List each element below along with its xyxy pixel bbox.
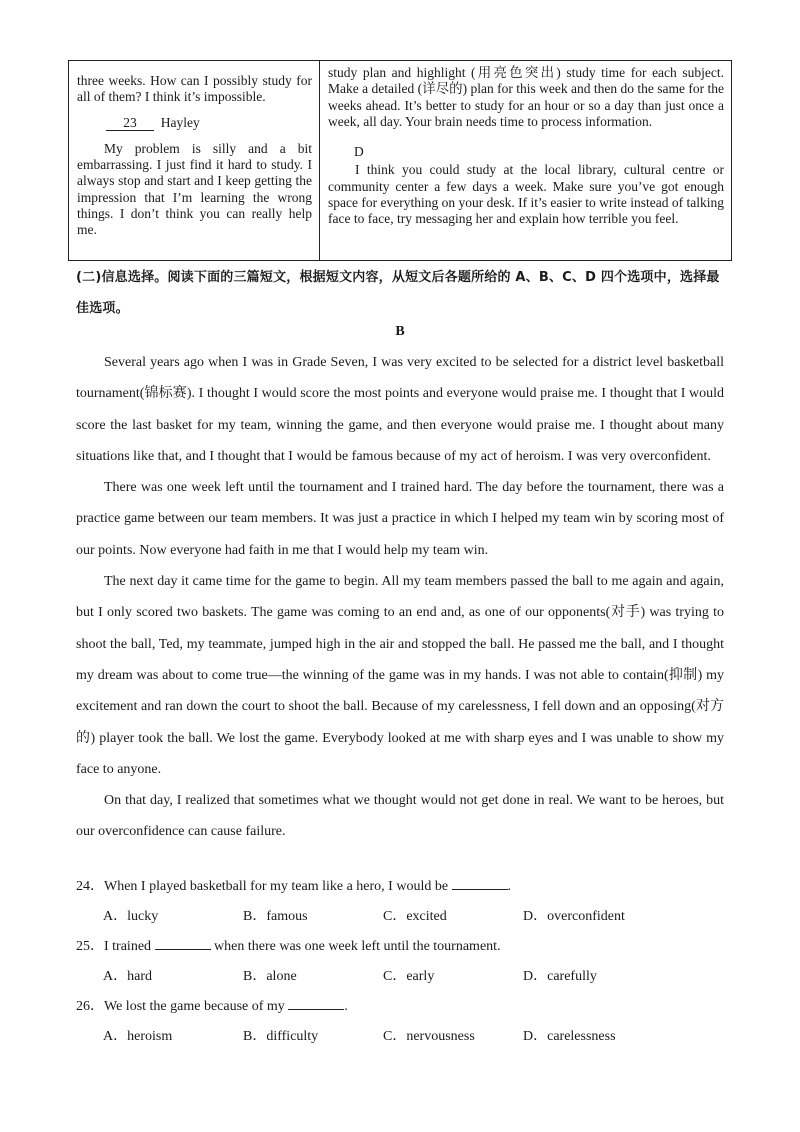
- option-c[interactable]: C．nervousness: [383, 1029, 475, 1044]
- option-a[interactable]: A．lucky: [103, 909, 159, 924]
- advice-c-text: study plan and highlight (用亮色突出) study time for each subject. Make a detailed (详尽的) plan for this week and then do the same for the weeks ahead. It’s better to study for an hour or so a day than just once a week, all day. Your brain needs time to process information.: [328, 65, 724, 129]
- question-stem: [76, 992, 724, 1022]
- option-a[interactable]: A．heroism: [103, 1029, 173, 1044]
- answer-blank: [452, 876, 508, 890]
- letters-table: [68, 60, 732, 261]
- option-b[interactable]: B．alone: [243, 969, 297, 984]
- option-d[interactable]: D．carefully: [523, 969, 597, 984]
- passage-paragraph: Several years ago when I was in Grade Seven, I was very excited to be selected for a district level basketball tournament(锦标赛). I thought I would score the most points and everyone would praise me. I thought that I would score the last basket for my team, winning the game, and then everyone would praise me. I thought about many situations like that, and I thought that I would be famous because of my act of heroism. I was very overconfident.: [76, 355, 724, 464]
- passage-paragraph: On that day, I realized that sometimes what we thought would not get done in real. We want to be heroes, but our overconfidence can cause failure.: [76, 793, 724, 840]
- advice-d-label: D: [354, 144, 364, 160]
- option-d[interactable]: D．carelessness: [523, 1029, 616, 1044]
- section-heading: (二)信息选择。阅读下面的三篇短文，根据短文内容，从短文后各题所给的 A、B、C、D 四个选项中，选择最佳选项。: [76, 270, 720, 316]
- question-text: When I played basketball for my team like a hero, I would be: [104, 879, 452, 894]
- option-b[interactable]: B．difficulty: [243, 1029, 319, 1044]
- answer-blank: [155, 936, 211, 950]
- passage-paragraph: There was one week left until the tournament and I trained hard. The day before the tournament, there was a practice game between our team members. It was just a practice in which I helped my team win by scoring most of our points. Now everyone had faith in me that I would help my team win.: [76, 480, 724, 558]
- option-row: [103, 962, 724, 992]
- question-text-end: when there was one week left until the tournament.: [210, 939, 501, 954]
- question-number: 24．: [76, 879, 104, 894]
- hayley-signature: [106, 115, 312, 131]
- letter-c-text: three weeks. How can I possibly study for all of them? I think it’s impossible.: [77, 73, 312, 105]
- passage-title: B: [395, 324, 405, 339]
- question-24: [76, 872, 724, 932]
- hayley-letter-text: My problem is silly and a bit embarrassing. I just find it hard to study. I always stop and start and I keep getting the impression that I’m learning the wrong things. I don’t think you can really help me.: [77, 140, 312, 238]
- option-a[interactable]: A．hard: [103, 969, 152, 984]
- question-number: 25．: [76, 939, 104, 954]
- hayley-name: Hayley: [160, 114, 200, 130]
- question-stem: [76, 872, 724, 902]
- question-text-end: .: [344, 999, 348, 1014]
- question-text-end: .: [507, 879, 512, 894]
- blank-23: 23: [106, 116, 154, 131]
- option-row: [103, 902, 724, 932]
- option-c[interactable]: C．excited: [383, 909, 447, 924]
- answer-blank: [288, 996, 344, 1010]
- option-c[interactable]: C．early: [383, 969, 435, 984]
- question-list: [76, 872, 724, 1052]
- question-number: 26．: [76, 999, 104, 1014]
- question-26: [76, 992, 724, 1052]
- option-d[interactable]: D．overconfident: [523, 909, 625, 924]
- table-right-cell: [320, 61, 731, 260]
- passage-body: [76, 347, 724, 848]
- option-row: [103, 1022, 724, 1052]
- question-stem: [76, 932, 724, 962]
- question-text: I trained: [104, 939, 155, 954]
- table-left-cell: [69, 61, 320, 260]
- question-text: We lost the game because of my: [104, 999, 289, 1014]
- advice-d-text: I think you could study at the local library, cultural centre or community center a few days a week. Make sure you’ve got enough space for everything on your desk. If it’s easier to write instead of talking face to face, try messaging her and explain how terrible you feel.: [328, 162, 724, 227]
- question-25: [76, 932, 724, 992]
- passage-paragraph: The next day it came time for the game to begin. All my team members passed the ball to me again and again, but I only scored two baskets. The game was coming to an end and, as one of our opponents(对手) was trying to shoot the ball, Ted, my teammate, jumped high in the air and stopped the ball. He passed me the ball, and I thought my dream was about to come true—the winning of the game was in my hands. I was not able to contain(抑制) my excitement and ran down the court to shoot the ball. Because of my carelessness, I fell down and an opposing(对方的) player took the ball. We lost the game. Everybody looked at me with sharp eyes and I was unable to show my face to anyone.: [76, 574, 724, 777]
- option-b[interactable]: B．famous: [243, 909, 308, 924]
